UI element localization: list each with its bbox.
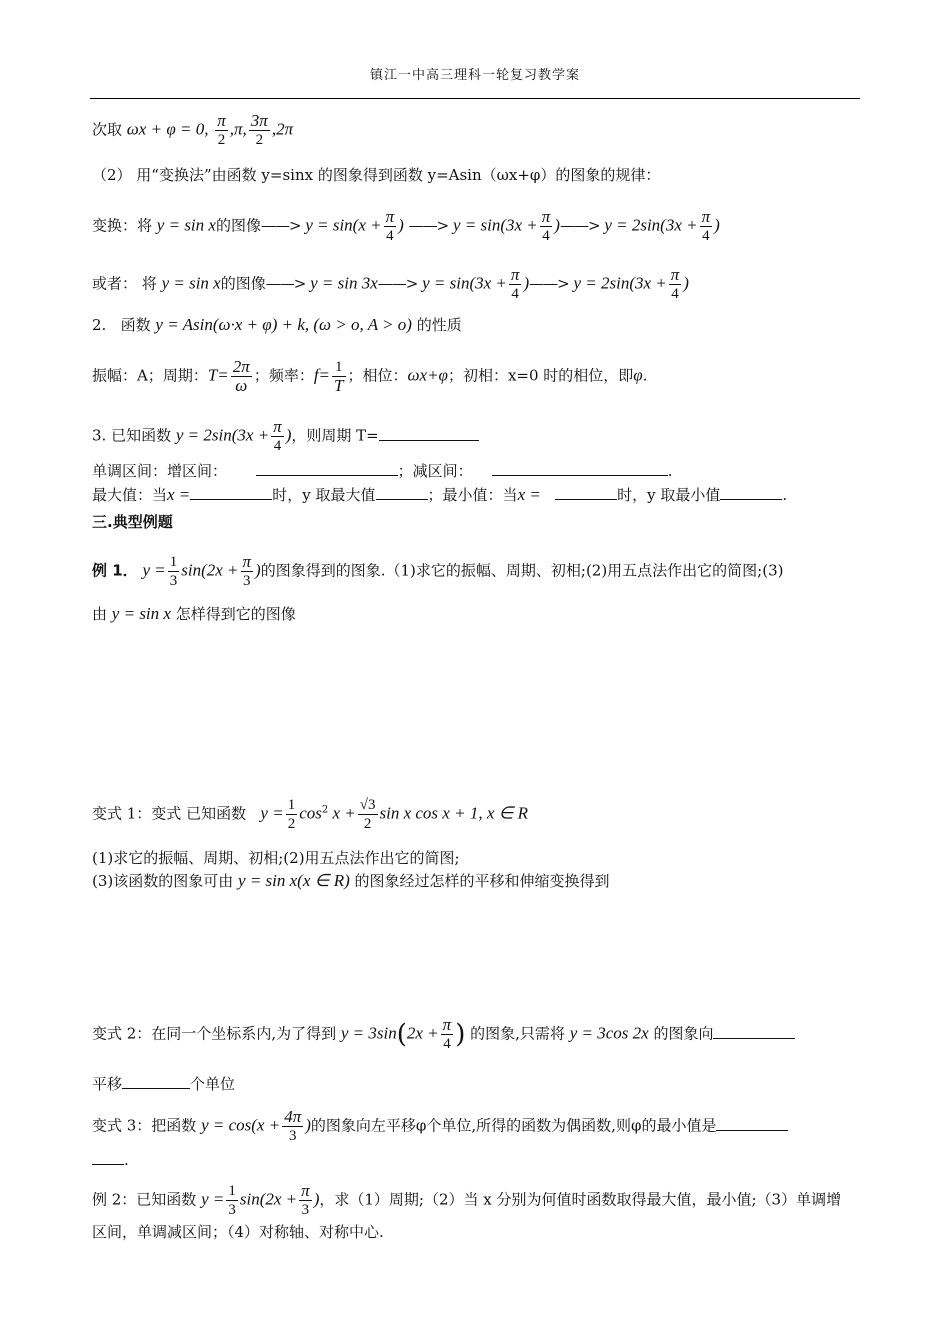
text: (3)该函数的图象可由 bbox=[92, 872, 234, 890]
variant-1 bbox=[92, 796, 528, 833]
formula: y = 2sin(3x + bbox=[604, 215, 698, 235]
formula: sin x cos x + 1, x ∈ R bbox=[379, 803, 529, 823]
line-properties-title bbox=[92, 315, 462, 335]
variant-1-q3 bbox=[92, 871, 610, 891]
example-1 bbox=[92, 553, 784, 590]
text: 的图象,只需将 bbox=[470, 1024, 565, 1043]
formula: y = cos(x + bbox=[201, 1115, 281, 1135]
text: 变式 3：把函数 bbox=[92, 1116, 197, 1135]
formula: y = sin x bbox=[156, 215, 216, 235]
arrow: ——> bbox=[377, 274, 418, 293]
text: 平移 bbox=[92, 1075, 123, 1093]
line-extrema bbox=[92, 483, 787, 505]
text: 次取 bbox=[92, 120, 123, 139]
formula: y = bbox=[142, 560, 166, 580]
formula: ) bbox=[313, 1189, 320, 1209]
example-2-cont: 区间，单调减区间；（4）对称轴、对称中心. bbox=[92, 1223, 384, 1241]
formula: cos bbox=[299, 803, 322, 823]
text: 例 2：已知函数 bbox=[92, 1190, 197, 1209]
text: 或者： 将 bbox=[92, 274, 157, 293]
fraction: $\frac{1}{T}$ bbox=[334, 359, 344, 395]
item-number: 2. bbox=[92, 316, 107, 334]
text: 的图象经过怎样的平移和伸缩变换得到 bbox=[354, 872, 610, 890]
text: 怎样得到它的图像 bbox=[175, 605, 296, 623]
fraction: $\frac{√3}{2}$ bbox=[359, 797, 376, 832]
answer-blank[interactable] bbox=[190, 483, 272, 500]
fraction: $\frac{\pi}{4}$ bbox=[510, 265, 520, 302]
answer-blank[interactable] bbox=[376, 483, 428, 500]
formula: x = bbox=[167, 485, 191, 504]
formula: ) bbox=[683, 273, 689, 293]
formula: y = 3cos 2x bbox=[569, 1023, 649, 1043]
text: 3. 已知函数 bbox=[92, 426, 172, 445]
fraction: $\frac{\pi}{4}$ bbox=[541, 207, 551, 244]
answer-blank[interactable] bbox=[379, 424, 479, 441]
variant-2 bbox=[92, 1016, 795, 1053]
text: 的图像 bbox=[220, 274, 266, 293]
formula: ) bbox=[398, 215, 404, 235]
formula: ) bbox=[714, 215, 720, 235]
text: 时，y 取最大值 bbox=[272, 486, 376, 504]
text: ；初相：x=0 时的相位，即 bbox=[447, 366, 634, 385]
text: ；减区间： bbox=[397, 462, 473, 480]
formula: 2x + bbox=[406, 1023, 439, 1043]
text: . bbox=[642, 366, 648, 385]
formula: y = sin x(x ∈ R) bbox=[238, 871, 350, 890]
formula: φ bbox=[633, 365, 643, 385]
answer-blank[interactable] bbox=[716, 1114, 788, 1131]
text: 的图象向 bbox=[653, 1024, 714, 1043]
example-label: 例 1． bbox=[92, 561, 138, 580]
formula: x + bbox=[328, 803, 356, 823]
formula: y = sin x bbox=[111, 604, 171, 623]
text: 的图像 bbox=[215, 216, 261, 235]
formula: y = sin(3x + bbox=[422, 273, 507, 293]
formula: ) bbox=[255, 560, 261, 580]
fraction: $\frac{1}{3}$ bbox=[169, 554, 178, 589]
paren: ( bbox=[396, 1019, 407, 1050]
variant-3 bbox=[92, 1108, 788, 1145]
formula: y = sin(x + bbox=[305, 215, 382, 235]
text: 的图象向左平移φ个单位,所得的函数为偶函数,则φ的最小值是 bbox=[310, 1116, 717, 1135]
fraction: $\frac{\pi}{4}$ bbox=[701, 207, 711, 244]
page-header: 镇江一中高三理科一轮复习教学案 bbox=[369, 68, 580, 83]
text: 变式 1：变式 已知函数 bbox=[92, 804, 247, 823]
text: ；频率： bbox=[253, 366, 314, 385]
formula: sin(2x + bbox=[239, 1189, 298, 1209]
fraction: $\frac{1}{2}$ bbox=[287, 797, 296, 832]
fraction: $\frac{\pi}{3}$ bbox=[242, 552, 252, 589]
arrow: ——> bbox=[265, 274, 306, 293]
exponent: 2 bbox=[321, 804, 329, 816]
fraction: $\frac{2\pi}{\omega}$ bbox=[232, 357, 250, 395]
answer-blank[interactable] bbox=[122, 1072, 190, 1089]
formula: ) bbox=[523, 273, 530, 293]
fraction: $\frac{4\pi}{3}$ bbox=[284, 1107, 302, 1144]
line-alternative bbox=[92, 266, 689, 303]
answer-blank[interactable] bbox=[555, 483, 617, 500]
variant-2-cont bbox=[92, 1072, 235, 1094]
formula: sin(2x + bbox=[181, 560, 239, 580]
line-monotonic bbox=[92, 459, 673, 481]
text: 的图象得到的图象.（1)求它的振幅、周期、初相;(2)用五点法作出它的简图;(3) bbox=[260, 561, 784, 580]
line-five-points bbox=[92, 112, 293, 149]
text: 时，y 取最小值 bbox=[617, 486, 721, 504]
fraction: $\frac{\pi}{4}$ bbox=[273, 417, 282, 454]
fraction: $\frac{\pi}{2}$ bbox=[217, 111, 226, 148]
fraction: $\frac{3\pi}{2}$ bbox=[250, 111, 268, 148]
formula: ) bbox=[305, 1115, 311, 1135]
paren: ) bbox=[455, 1019, 466, 1050]
line-transform-rule: （2） 用“变换法”由函数 y=sinx 的图象得到函数 y=Asin（ωx+φ）的图象的规律： bbox=[92, 166, 661, 184]
formula: y = sin x bbox=[161, 273, 221, 293]
formula: x = bbox=[517, 485, 541, 504]
header-rule bbox=[90, 98, 860, 99]
line-transform bbox=[92, 208, 720, 245]
formula: y = 2sin(3x + bbox=[175, 425, 270, 445]
arrow: ——> bbox=[559, 216, 600, 235]
formula: T= bbox=[207, 365, 229, 385]
answer-blank[interactable] bbox=[720, 483, 782, 500]
answer-blank[interactable] bbox=[92, 1148, 124, 1165]
text: 最大值：当 bbox=[92, 486, 168, 504]
fraction: $\frac{\pi}{3}$ bbox=[301, 1181, 310, 1218]
formula: y = bbox=[260, 803, 284, 823]
variant-1-q1: (1)求它的振幅、周期、初相;(2)用五点法作出它的简图; bbox=[92, 849, 460, 867]
text: 函数 bbox=[120, 316, 151, 334]
section-title: 三.典型例题 bbox=[92, 513, 173, 531]
fraction: $\frac{1}{3}$ bbox=[228, 1183, 236, 1218]
arrow: ——> bbox=[529, 274, 569, 293]
text: 单调区间：增区间： bbox=[92, 462, 228, 480]
arrow: ——> bbox=[260, 216, 301, 235]
line-amplitude-period bbox=[92, 358, 647, 395]
formula: y = Asin(ω·x + φ) + k, (ω > o, A > o) bbox=[155, 315, 412, 334]
text: 个单位 bbox=[190, 1075, 236, 1093]
formula: y = 3sin bbox=[340, 1023, 397, 1043]
text: ，求（1）周期;（2）当 x 分别为何值时函数取得最大值，最小值;（3）单调增 bbox=[319, 1190, 842, 1209]
arrow: ——> bbox=[408, 216, 449, 235]
example-2 bbox=[92, 1182, 841, 1219]
text: . bbox=[782, 486, 788, 504]
formula: f= bbox=[313, 365, 331, 385]
fraction: $\frac{\pi}{4}$ bbox=[385, 207, 395, 244]
formula: ωx + φ = 0, bbox=[126, 119, 209, 139]
text: 振幅：A；周期： bbox=[92, 366, 208, 385]
formula: ) bbox=[285, 425, 292, 445]
formula: y = 2sin(3x + bbox=[573, 273, 667, 293]
formula: y = bbox=[201, 1189, 225, 1209]
text: ，则周期 T= bbox=[291, 426, 379, 445]
text: 变式 2：在同一个坐标系内,为了得到 bbox=[92, 1024, 337, 1043]
fraction: $\frac{\pi}{4}$ bbox=[670, 265, 680, 302]
line-exercise-3 bbox=[92, 418, 479, 455]
formula: ,π, bbox=[229, 119, 247, 139]
formula: y = sin(3x + bbox=[452, 215, 538, 235]
formula: ωx+φ bbox=[407, 365, 448, 385]
text: . bbox=[667, 462, 673, 480]
text: . bbox=[124, 1151, 129, 1169]
variant-3-cont bbox=[92, 1148, 129, 1170]
text: 变换：将 bbox=[92, 216, 153, 235]
text: 由 bbox=[92, 605, 108, 623]
formula: ,2π bbox=[271, 119, 294, 139]
formula: ) bbox=[554, 215, 560, 235]
answer-blank[interactable] bbox=[713, 1022, 795, 1039]
fraction: $\frac{\pi}{4}$ bbox=[442, 1015, 452, 1052]
text: 的性质 bbox=[416, 316, 462, 334]
text: ；相位： bbox=[347, 366, 408, 385]
example-1-cont bbox=[92, 604, 296, 624]
formula: y = sin 3x bbox=[310, 273, 378, 293]
answer-blank[interactable] bbox=[492, 459, 668, 476]
text: ；最小值：当 bbox=[427, 486, 518, 504]
answer-blank[interactable] bbox=[256, 459, 398, 476]
